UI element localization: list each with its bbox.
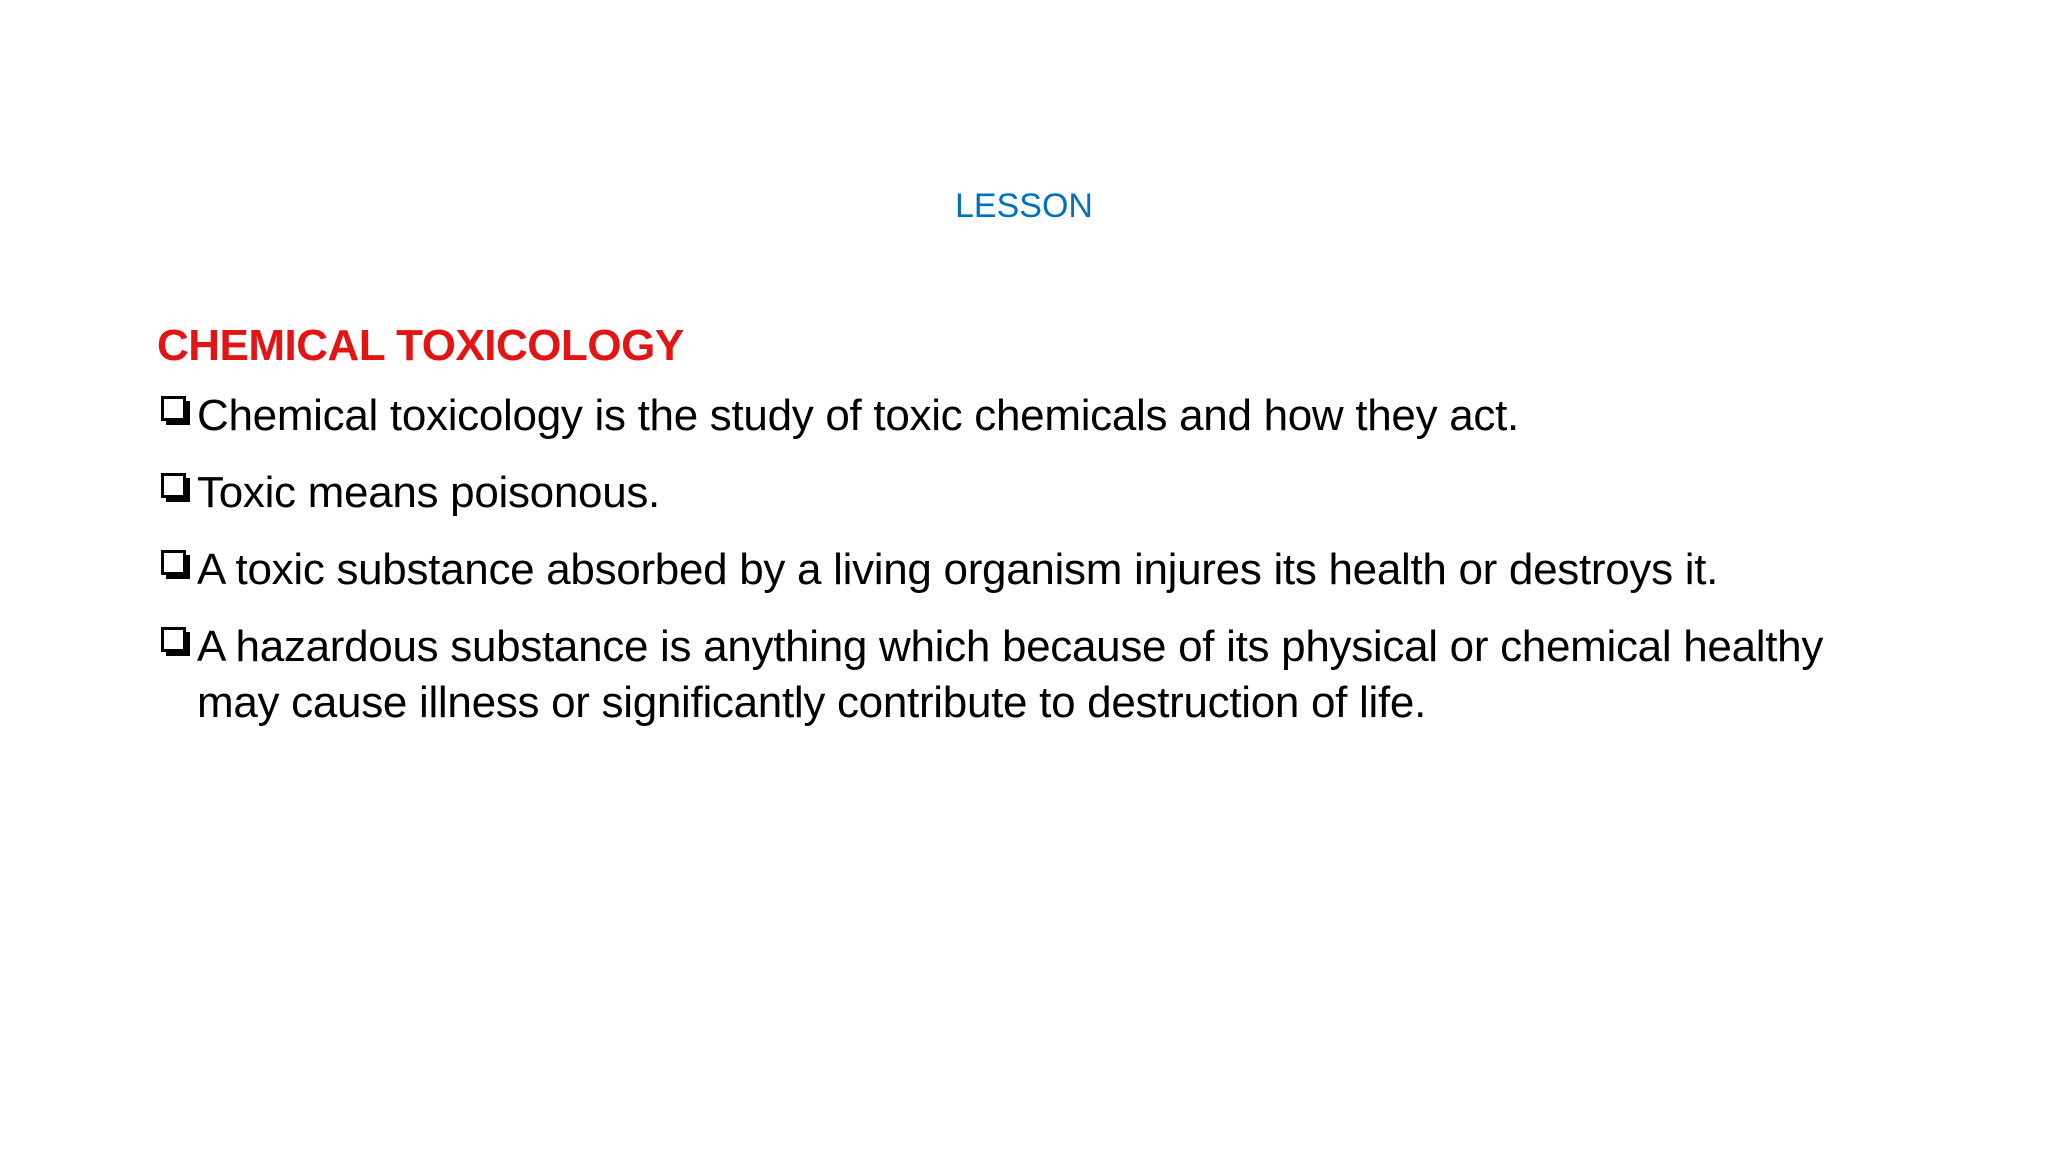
bullet-list (157, 388, 1937, 731)
slide-content (157, 318, 1937, 752)
section-heading: CHEMICAL TOXICOLOGY (157, 321, 684, 370)
slide-title: LESSON (955, 187, 1093, 225)
list-item (157, 619, 1845, 731)
bullet-text: A toxic substance absorbed by a living organism injures its health or destroys it. (197, 545, 1719, 594)
list-item (157, 542, 1937, 598)
bullet-text: A hazardous substance is anything which because of its physical or chemical healthy may cause illness or significantly contribute to destruction of life. (197, 622, 1824, 727)
list-item (157, 465, 1937, 521)
bullet-text: Chemical toxicology is the study of toxic chemicals and how they act. (197, 391, 1519, 440)
bullet-text: Toxic means poisonous. (197, 468, 660, 517)
checkbox-square-icon (161, 473, 191, 503)
checkbox-square-icon (161, 627, 191, 657)
checkbox-square-icon (161, 550, 191, 580)
list-item (157, 388, 1937, 444)
checkbox-square-icon (161, 396, 191, 426)
